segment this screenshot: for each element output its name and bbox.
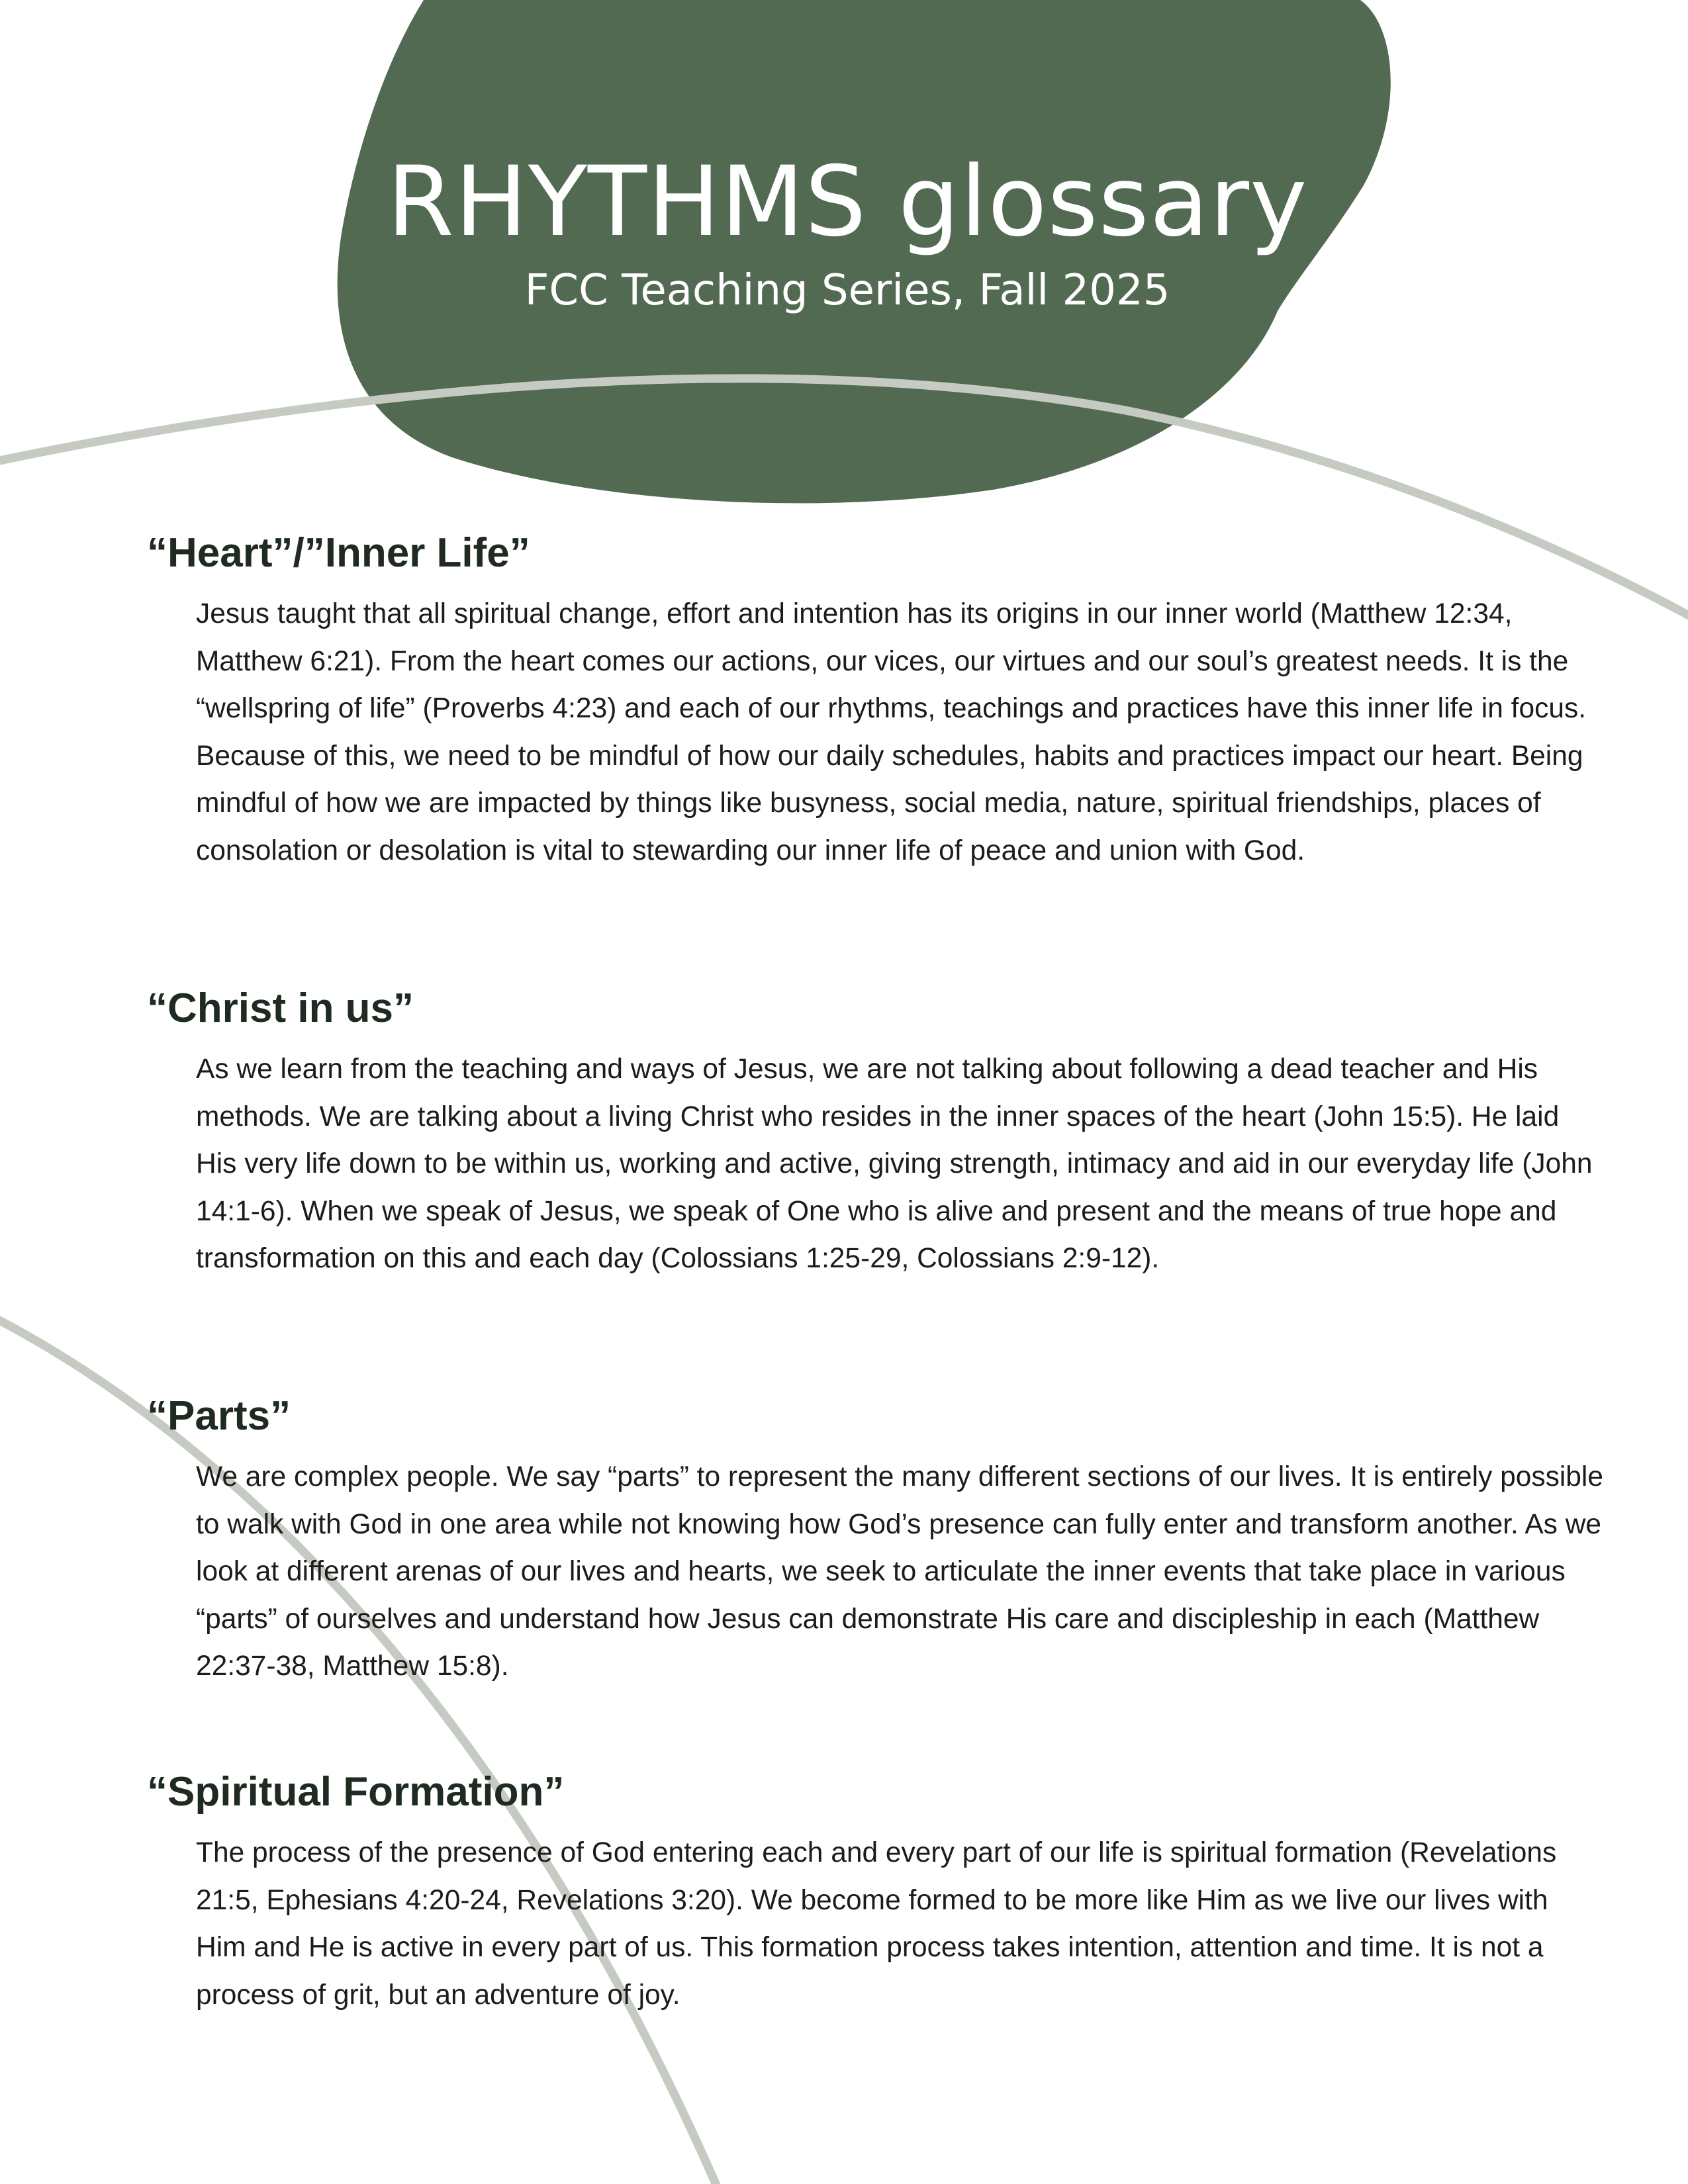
section-body: As we learn from the teaching and ways of Jesus, we are not talking about following a dead teacher and His methods. We are talking about a living Christ who resides in the inner spaces of the heart (John 15:5). He laid His very life down to be within us, working and active, giving strength, intimacy and aid in our everyday life (John 14:1-6). When we speak of Jesus, we speak of One who is alive and present and the means of true hope and transformation on this and each day (Colossians 1:25-29, Colossians 2:9-12). bbox=[196, 1054, 1593, 1274]
glossary-section-parts bbox=[147, 1391, 1603, 1690]
section-heading: “Spiritual Formation” bbox=[147, 1769, 565, 1815]
page-title: RHYTHMS glossary bbox=[387, 146, 1308, 258]
section-heading: “Parts” bbox=[147, 1393, 291, 1439]
section-body: Jesus taught that all spiritual change, effort and intention has its origins in our inner world (Matthew 12:34, Matthew 6:21). From the heart comes our actions, our vices, our virtues and our soul’s greatest needs. It is the “wellspring of life” (Proverbs 4:23) and each of our rhythms, teachings and practices have this inner life in focus. Because of this, we need to be mindful of how our daily schedules, habits and practices impact our heart. Being mindful of how we are impacted by things like busyness, social media, nature, spiritual friendships, places of consolation or desolation is vital to stewarding our inner life of peace and union with God. bbox=[196, 598, 1587, 866]
section-heading: “Christ in us” bbox=[147, 985, 414, 1031]
page-subtitle: FCC Teaching Series, Fall 2025 bbox=[524, 266, 1170, 315]
header bbox=[331, 142, 1364, 317]
section-body: We are complex people. We say “parts” to represent the many different sections of our lives. It is entirely possible to walk with God in one area while not knowing how God’s presence can fully enter and transform another. As we look at different arenas of our lives and hearts, we seek to articulate the inner events that take place in various “parts” of ourselves and understand how Jesus can demonstrate His care and discipleship in each (Matthew 22:37-38, Matthew 15:8). bbox=[196, 1461, 1603, 1682]
section-heading: “Heart”/”Inner Life” bbox=[147, 530, 530, 576]
glossary-section-heart bbox=[147, 528, 1603, 874]
glossary-section-spiritual-formation bbox=[147, 1767, 1603, 2019]
section-body: The process of the presence of God entering each and every part of our life is spiritual formation (Revelations 21:5, Ephesians 4:20-24, Revelations 3:20). We become formed to be more like Him as we live our lives with Him and He is active in every part of us. This formation process takes intention, attention and time. It is not a process of grit, but an adventure of joy. bbox=[196, 1837, 1557, 2011]
glossary-section-christ-in-us bbox=[147, 983, 1603, 1283]
